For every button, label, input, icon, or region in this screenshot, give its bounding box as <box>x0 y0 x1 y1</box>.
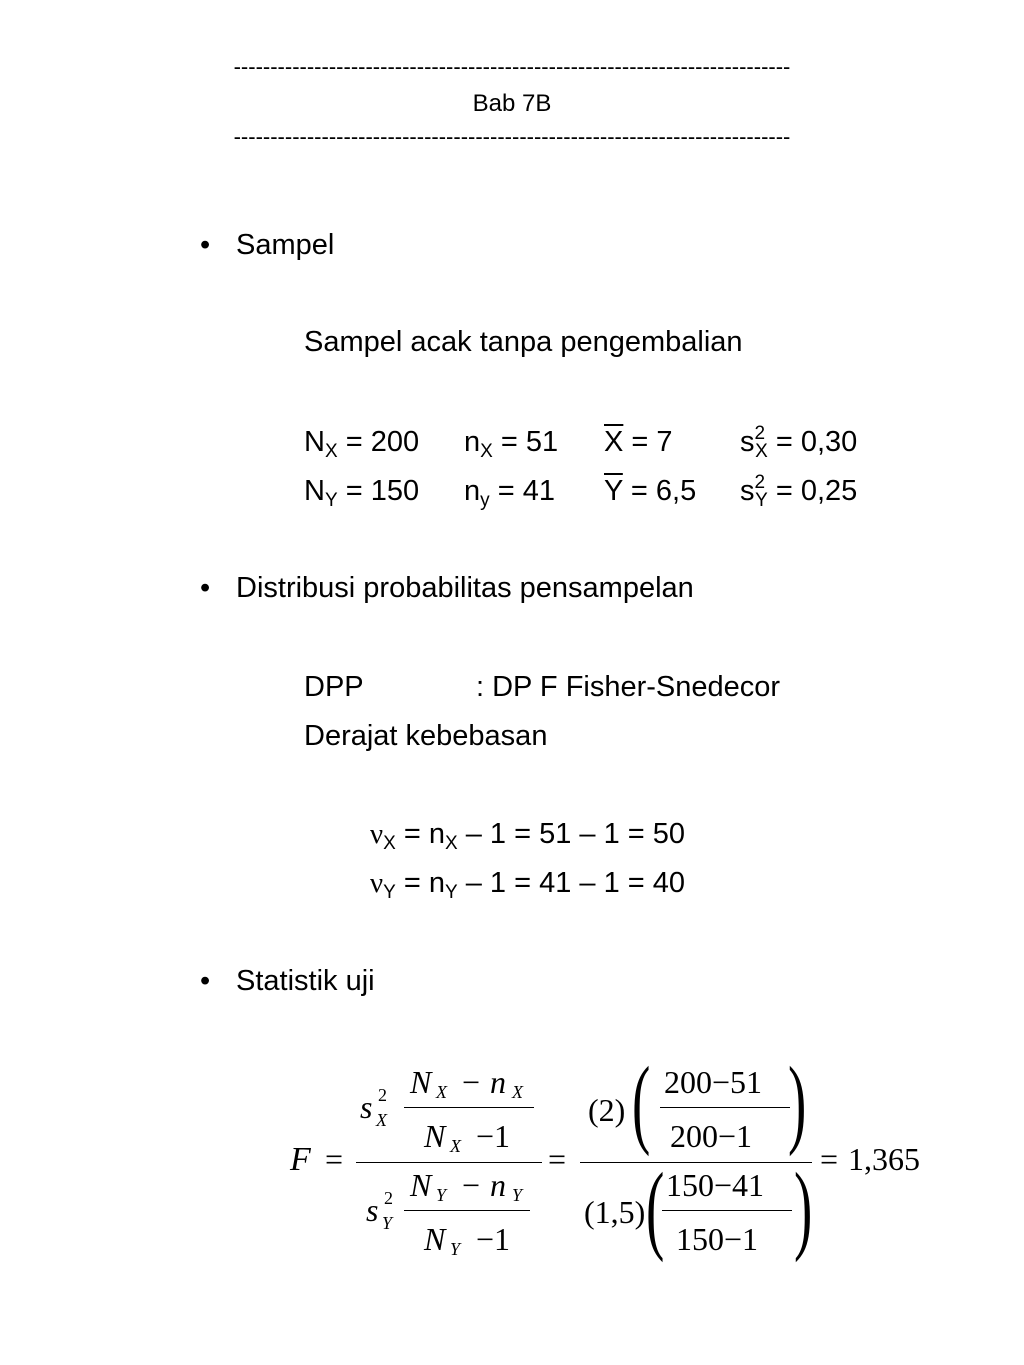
dpp-value: : DP F Fisher-Snedecor <box>476 671 781 703</box>
formula-equals-1: = <box>325 1141 344 1177</box>
formula-equals-2: = <box>548 1141 567 1177</box>
bullet: • <box>200 965 211 997</box>
section-distribusi <box>200 571 694 605</box>
sample-description: Sampel acak tanpa pengembalian <box>304 326 743 358</box>
dpp-line <box>304 670 780 704</box>
bullet: • <box>200 572 211 604</box>
section-sampel <box>200 228 334 262</box>
coef-y: (1,5) <box>584 1194 646 1230</box>
section-title: Distribusi probabilitas pensampelan <box>236 572 694 604</box>
chapter-title: Bab 7B <box>472 90 552 117</box>
section-title: Statistik uji <box>236 965 375 997</box>
sample-row-y: $N_Y = 150$ $n_y = 41$ $\overline{Y} = 6,5$ $s^2_Y = 0,25$ <box>304 472 858 511</box>
sample-row-x: $N_X = 200$ $n_X = 51$ $\overline{X} = 7$ $s^2_X = 0,30$ <box>304 423 858 462</box>
s-y: s <box>366 1192 379 1228</box>
s-x: s <box>360 1089 373 1125</box>
mean-x: $\overline{X}$ <box>604 426 624 458</box>
section-title: Sampel <box>236 229 335 261</box>
dpp-label: DPP <box>304 671 364 703</box>
formula-F: F <box>290 1141 311 1178</box>
document-page: ---------------------------------------------------------------------------- Bab 7B ---------------------------------------------------------------------------- • Sampel Sampel acak tanpa pengembalian $N_X = 200$ $n_X = 51$ $\overline{X} = 7$ $s^2_X = 0,30$ $N_Y = 150$ $n_y = 41$ $\overline{Y} = 6,5$ $s^2_Y = 0,25$ • Distribusi probabilitas pensampelan DPP : DP F Fisher-Snedecor Derajat kebebasan $\nu_X = n_X - 1 = 51 - 1 = 50$ $\nu_Y = n_Y - 1 = 41 - 1 = 40$ • Statistik uji F = s 2 X N X − n X N X −1 s 2 Y N Y − n Y N Y −1 = (2) ( 200−51 200−1 ) (1,5) ( 150−41 150−1 ) = 1,365 <box>0 0 1024 1365</box>
formula-equals-3: = <box>820 1141 839 1177</box>
header-dash-line-top: ---------------------------------------------------------------------------- <box>233 54 791 79</box>
frac-bar-x <box>404 1107 534 1108</box>
formula-result: 1,365 <box>848 1141 920 1177</box>
nu-y-line: $\nu_Y = n_Y - 1 = 41 - 1 = 40$ <box>370 867 686 903</box>
section-statistik-uji <box>200 964 375 998</box>
main-fraction-bar-left <box>356 1162 542 1163</box>
header-dash-line-bottom: ---------------------------------------------------------------------------- <box>233 124 791 149</box>
bullet: • <box>200 229 211 261</box>
frac-bar-y <box>404 1210 530 1211</box>
main-fraction-bar-right <box>580 1162 812 1163</box>
coef-x: (2) <box>588 1092 626 1128</box>
nu-x-line: $\nu_X = n_X - 1 = 51 - 1 = 50$ <box>370 818 686 854</box>
df-label: Derajat kebebasan <box>304 720 548 752</box>
mean-y: $\overline{Y}$ <box>604 475 623 507</box>
